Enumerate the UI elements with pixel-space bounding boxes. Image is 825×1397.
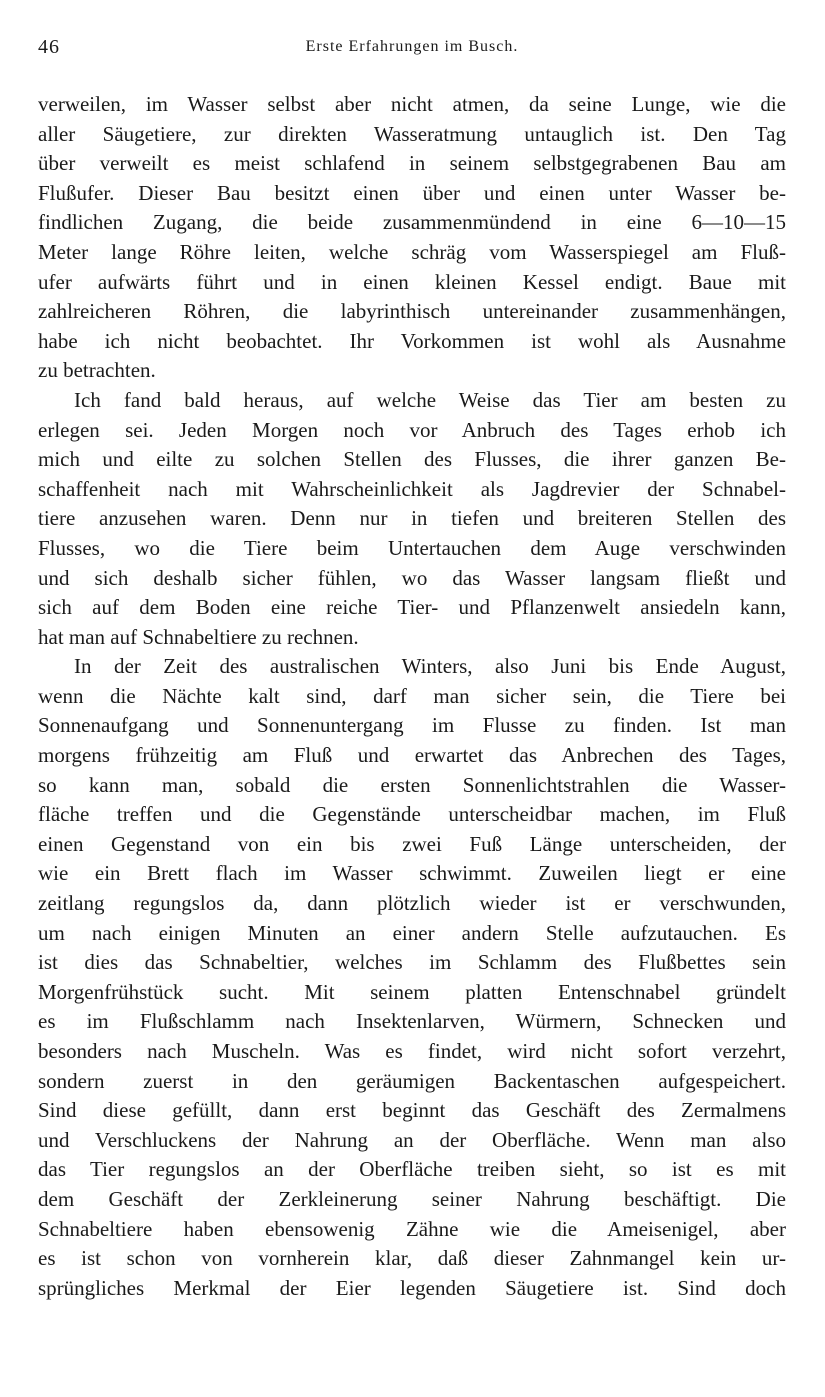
paragraph xyxy=(38,90,786,386)
text-line: besonders nach Muscheln. Was es findet, wird nicht sofort verzehrt, xyxy=(38,1039,786,1063)
text-line: sich auf dem Boden eine reiche Tier- und Pflanzenwelt ansiedeln kann, xyxy=(38,595,786,620)
text-line: einen Gegenstand von ein bis zwei Fuß Länge unterscheiden, der xyxy=(38,831,786,856)
text-line: es ist schon von vornherein klar, daß dieser Zahnmangel kein ur- xyxy=(38,1246,786,1271)
text-line: schaffenheit nach mit Wahrscheinlichkeit als Jagdrevier der Schnabel- xyxy=(38,476,786,501)
text-line: ufer aufwärts führt und in einen kleinen Kessel endigt. Baue mit xyxy=(38,269,786,294)
text-line: verweilen, im Wasser selbst aber nicht atmen, da seine Lunge, wie die xyxy=(38,92,786,116)
running-head: Erste Erfahrungen im Busch. xyxy=(305,38,519,55)
text-line: Flußufer. Dieser Bau besitzt einen über und einen unter Wasser be- xyxy=(38,180,786,205)
paragraph xyxy=(38,652,786,1303)
text-line: wenn die Nächte kalt sind, darf man sicher sein, die Tiere bei xyxy=(38,683,786,708)
text-line: so kann man, sobald die ersten Sonnenlichtstrahlen die Wasser- xyxy=(38,772,786,797)
text-line: In der Zeit des australischen Winters, also Juni bis Ende August, xyxy=(74,654,786,679)
text-line: Ich fand bald heraus, auf welche Weise das Tier am besten zu xyxy=(74,387,786,412)
text-line: Sind diese gefüllt, dann erst beginnt das Geschäft des Zermalmens xyxy=(38,1098,786,1123)
text-line: sondern zuerst in den geräumigen Backentaschen aufgespeichert. xyxy=(38,1068,786,1093)
text-line: es im Flußschlamm nach Insektenlarven, Würmern, Schnecken und xyxy=(38,1009,786,1034)
text-line: erlegen sei. Jeden Morgen noch vor Anbruch des Tages erhob ich xyxy=(38,417,786,442)
text-line: tiere anzusehen waren. Denn nur in tiefen und breiteren Stellen des xyxy=(38,506,786,531)
text-line: aller Säugetiere, zur direkten Wasseratmung untauglich ist. Den Tag xyxy=(38,121,786,146)
text-line: über verweilt es meist schlafend in seinem selbstgegrabenen Bau am xyxy=(38,151,786,176)
text-line: dem Geschäft der Zerkleinerung seiner Nahrung beschäftigt. Die xyxy=(38,1186,786,1211)
paragraph xyxy=(38,386,786,652)
text-line: Schnabeltiere haben ebensowenig Zähne wie die Ameisenigel, aber xyxy=(38,1216,786,1241)
book-page xyxy=(38,36,786,1303)
text-line: ist dies das Schnabeltier, welches im Schlamm des Flußbettes sein xyxy=(38,950,786,975)
text-line: morgens frühzeitig am Fluß und erwartet das Anbrechen des Tages, xyxy=(38,743,786,768)
text-line: sprüngliches Merkmal der Eier legenden Säugetiere ist. Sind doch xyxy=(38,1275,786,1300)
text-line: fläche treffen und die Gegenstände unterscheidbar machen, im Fluß xyxy=(38,802,786,827)
text-line: hat man auf Schnabeltiere zu rechnen. xyxy=(38,624,359,649)
page-number: 46 xyxy=(38,36,60,58)
text-line: zeitlang regungslos da, dann plötzlich wieder ist er verschwunden, xyxy=(38,891,786,916)
text-line: um nach einigen Minuten an einer andern Stelle aufzutauchen. Es xyxy=(38,920,786,945)
text-line: Sonnenaufgang und Sonnenuntergang im Flusse zu finden. Ist man xyxy=(38,713,786,738)
text-line: und Verschluckens der Nahrung an der Oberfläche. Wenn man also xyxy=(38,1127,786,1152)
text-line: Flusses, wo die Tiere beim Untertauchen dem Auge verschwinden xyxy=(38,535,786,560)
text-line: das Tier regungslos an der Oberfläche treiben sieht, so ist es mit xyxy=(38,1157,786,1182)
text-line: zu betrachten. xyxy=(38,358,156,383)
body-text xyxy=(38,90,786,1303)
text-line: wie ein Brett flach im Wasser schwimmt. Zuweilen liegt er eine xyxy=(38,861,786,886)
text-line: habe ich nicht beobachtet. Ihr Vorkommen ist wohl als Ausnahme xyxy=(38,328,786,353)
text-line: zahlreicheren Röhren, die labyrinthisch untereinander zusammenhängen, xyxy=(38,299,786,324)
page-header xyxy=(38,36,786,66)
text-line: Meter lange Röhre leiten, welche schräg vom Wasserspiegel am Fluß- xyxy=(38,239,786,264)
text-line: findlichen Zugang, die beide zusammenmündend in eine 6—10—15 xyxy=(38,210,786,235)
text-line: Morgenfrühstück sucht. Mit seinem platten Entenschnabel gründelt xyxy=(38,979,786,1004)
text-line: und sich deshalb sicher fühlen, wo das Wasser langsam fließt und xyxy=(38,565,786,590)
text-line: mich und eilte zu solchen Stellen des Flusses, die ihrer ganzen Be- xyxy=(38,447,786,472)
